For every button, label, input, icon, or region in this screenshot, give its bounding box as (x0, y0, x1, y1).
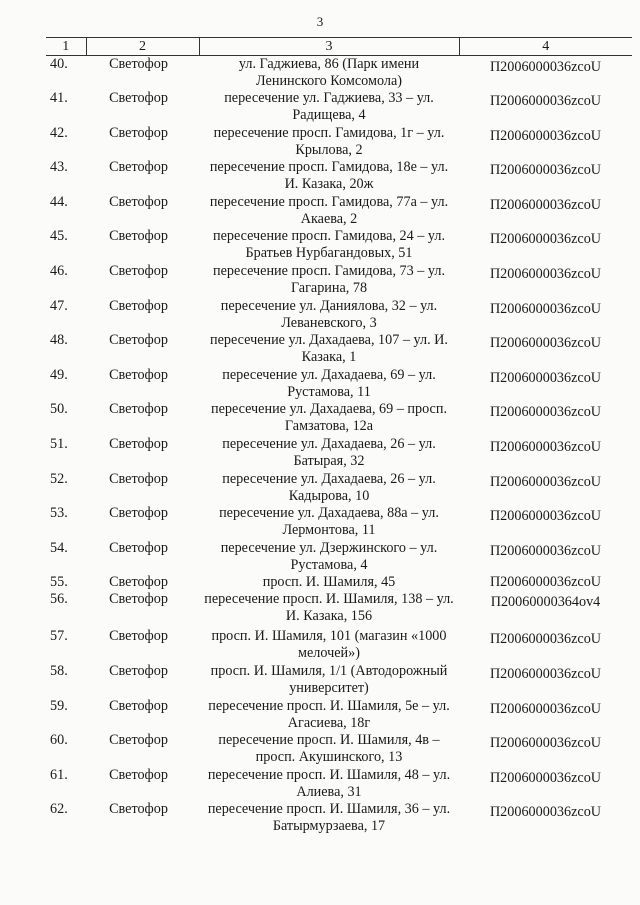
table-body (46, 56, 632, 836)
object-type: Светофор (109, 124, 168, 141)
object-type: Светофор (109, 801, 168, 818)
object-type: Светофор (109, 574, 168, 591)
row-number: 43. (50, 159, 68, 176)
address: пересечение ул. Гаджиева, 33 – ул. Радищева, 4 (224, 90, 434, 124)
object-type: Светофор (109, 366, 168, 383)
table-row (46, 540, 632, 575)
object-type: Светофор (109, 539, 168, 556)
address: пересечение ул. Даниялова, 32 – ул. Леваневского, 3 (220, 297, 438, 331)
object-type: Светофор (109, 193, 168, 210)
row-number: 44. (50, 193, 68, 210)
table-row (46, 471, 632, 506)
address: пересечение ул. Дахадаева, 69 – ул. Рустамова, 11 (222, 366, 436, 400)
row-number: 42. (50, 124, 68, 141)
row-number: 46. (50, 263, 68, 280)
address: пересечение просп. И. Шамиля, 36 – ул. Батырмурзаева, 17 (207, 801, 451, 835)
object-type: Светофор (109, 470, 168, 487)
registry-code: П2006000036zcoU (489, 769, 602, 786)
registry-code: П2006000036zcoU (489, 266, 602, 283)
table-row (46, 90, 632, 125)
registry-code: П20060000364ov4 (490, 594, 601, 611)
registry-code: П2006000036zcoU (489, 369, 602, 386)
address: просп. И. Шамиля, 1/1 (Автодорожный университет) (210, 663, 448, 696)
table-row (46, 56, 632, 91)
table-row (46, 401, 632, 436)
row-number: 58. (50, 663, 68, 679)
row-number: 40. (50, 56, 68, 72)
address: пересечение просп. И. Шамиля, 138 – ул. И. Казака, 156 (204, 591, 454, 625)
registry-code: П2006000036zcoU (489, 508, 602, 525)
table-row (46, 574, 632, 591)
row-number: 50. (50, 401, 68, 418)
table-row (46, 505, 632, 540)
row-number: 47. (50, 297, 68, 314)
address: пересечение ул. Дахадаева, 69 – просп. Гамзатова, 12а (211, 401, 447, 435)
row-number: 53. (50, 505, 68, 522)
table-row (46, 125, 632, 160)
table-row (46, 628, 632, 663)
row-number: 51. (50, 436, 68, 453)
row-number: 59. (50, 697, 68, 714)
table-row (46, 228, 632, 263)
table-row (46, 663, 632, 698)
table-row (46, 801, 632, 836)
row-number: 54. (50, 539, 68, 556)
object-type: Светофор (109, 228, 168, 245)
object-type: Светофор (109, 90, 168, 107)
address: пересечение просп. Гамидова, 24 – ул. Братьев Нурбагандовых, 51 (212, 228, 446, 262)
address: пересечение ул. Дахадаева, 107 – ул. И. Казака, 1 (210, 332, 448, 366)
address: пересечение просп. Гамидова, 1г – ул. Крылова, 2 (213, 124, 445, 158)
header-col-3: 3 (199, 38, 459, 56)
table-row (46, 367, 632, 402)
object-type: Светофор (109, 732, 168, 749)
table-row (46, 436, 632, 471)
registry-code: П2006000036zcoU (489, 700, 602, 717)
registry-code: П2006000036zcoU (489, 93, 602, 110)
object-type: Светофор (109, 159, 168, 176)
object-type: Светофор (109, 628, 168, 645)
registry-code: П2006000036zcoU (489, 804, 602, 821)
address: пересечение просп. И. Шамиля, 48 – ул. Алиева, 31 (207, 766, 451, 800)
table-row (46, 263, 632, 298)
object-type: Светофор (109, 591, 168, 608)
registry-code: П2006000036zcoU (489, 162, 602, 179)
table-row (46, 591, 632, 628)
registry-code: П2006000036zcoU (489, 473, 602, 490)
object-type: Светофор (109, 332, 168, 349)
table-row (46, 732, 632, 767)
address: пересечение ул. Дзержинского – ул. Рустамова, 4 (220, 539, 438, 573)
registry-code: П2006000036zcoU (489, 439, 602, 456)
registry-code: П2006000036zcoU (489, 404, 602, 421)
table-row (46, 194, 632, 229)
registry-code: П2006000036zcoU (489, 335, 602, 352)
object-type: Светофор (109, 505, 168, 522)
row-number: 49. (50, 366, 68, 383)
row-number: 62. (50, 801, 68, 818)
row-number: 48. (50, 332, 68, 349)
registry-code: П2006000036zcoU (489, 574, 602, 591)
address: пересечение просп. Гамидова, 18е – ул. И. Казака, 20ж (209, 159, 449, 193)
registry-code: П2006000036zcoU (489, 631, 602, 648)
registry-code: П2006000036zcoU (489, 196, 602, 213)
row-number: 41. (50, 90, 68, 107)
address: просп. И. Шамиля, 45 (262, 574, 396, 591)
object-type: Светофор (109, 697, 168, 714)
address: просп. И. Шамиля, 101 (магазин «1000 мелочей») (211, 628, 447, 662)
object-type: Светофор (109, 663, 168, 679)
table-row (46, 298, 632, 333)
registry-code: П2006000036zcoU (489, 127, 602, 144)
header-col-2: 2 (86, 38, 199, 56)
row-number: 45. (50, 228, 68, 245)
registry-code: П2006000036zcoU (489, 666, 602, 682)
object-type: Светофор (109, 56, 168, 72)
header-row (46, 38, 632, 56)
header-col-4: 4 (459, 38, 632, 56)
registry-code: П2006000036zcoU (489, 231, 602, 248)
registry-code: П2006000036zcoU (489, 59, 602, 75)
table-header (46, 38, 632, 56)
object-type: Светофор (109, 297, 168, 314)
address: пересечение просп. И. Шамиля, 5е – ул. Агасиева, 18г (208, 697, 450, 731)
object-type: Светофор (109, 401, 168, 418)
page-number: 3 (316, 14, 324, 29)
table-row (46, 159, 632, 194)
object-type: Светофор (109, 436, 168, 453)
row-number: 57. (50, 628, 68, 645)
traffic-light-table (46, 37, 632, 836)
address: пересечение ул. Дахадаева, 26 – ул. Батырая, 32 (222, 436, 436, 470)
address: пересечение просп. И. Шамиля, 4в – просп. Акушинского, 13 (218, 732, 440, 766)
row-number: 56. (50, 591, 68, 608)
object-type: Светофор (109, 263, 168, 280)
object-type: Светофор (109, 766, 168, 783)
row-number: 52. (50, 470, 68, 487)
row-number: 60. (50, 732, 68, 749)
address: пересечение просп. Гамидова, 77а – ул. Акаева, 2 (209, 193, 449, 227)
registry-code: П2006000036zcoU (489, 542, 602, 559)
table-row (46, 767, 632, 802)
address: пересечение ул. Дахадаева, 88а – ул. Лермонтова, 11 (219, 505, 439, 539)
registry-code: П2006000036zcoU (489, 735, 602, 752)
header-col-1: 1 (46, 38, 86, 56)
address: ул. Гаджиева, 86 (Парк имени Ленинского Комсомола) (238, 56, 420, 89)
row-number: 61. (50, 766, 68, 783)
table-row (46, 698, 632, 733)
address: пересечение просп. Гамидова, 73 – ул. Гагарина, 78 (212, 263, 446, 297)
address: пересечение ул. Дахадаева, 26 – ул. Кадырова, 10 (222, 470, 436, 504)
row-number: 55. (50, 574, 68, 591)
table-row (46, 332, 632, 367)
registry-code: П2006000036zcoU (489, 300, 602, 317)
